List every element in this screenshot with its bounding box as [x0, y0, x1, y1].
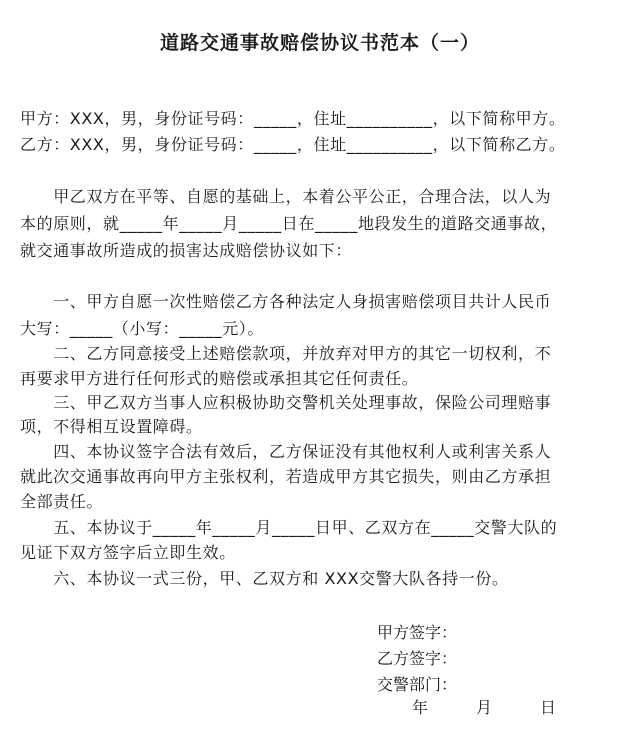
party-a-signature-label: 甲方签字：: [377, 623, 458, 642]
intro-line-1: 甲乙双方在平等、自愿的基础上，本着公平公正，合理合法，以人为: [20, 187, 552, 206]
clause-line-4: 再要求甲方进行任何形式的赔偿或承担其它任何责任。: [20, 369, 419, 388]
date-line: 年 月 日: [412, 698, 557, 717]
clause-line-6: 项，不得相互设置障碍。: [20, 417, 203, 436]
party-a-line: 甲方：XXX，男，身份证号码：_____，住址__________，以下简称甲方。: [20, 109, 566, 128]
police-signature-label: 交警部门：: [377, 675, 458, 694]
clause-line-10: 五、本协议于_____年_____月_____日甲、乙双方在_____交警大队的: [20, 518, 558, 537]
clause-line-2: 大写：_____（小写：_____元）。: [20, 319, 265, 338]
clause-line-11: 见证下双方签字后立即生效。: [20, 543, 236, 562]
clause-line-7: 四、本协议签字合法有效后，乙方保证没有其他权利人或利害关系人: [20, 442, 552, 461]
clause-line-8: 就此次交通事故再向甲方主张权利，若造成甲方其它损失，则由乙方承担: [20, 467, 552, 486]
party-b-signature-label: 乙方签字：: [377, 649, 458, 668]
party-b-line: 乙方：XXX，男，身份证号码：_____，住址__________，以下简称乙方。: [20, 135, 566, 154]
clause-line-3: 二、乙方同意接受上述赔偿款项，并放弃对甲方的其它一切权利，不: [20, 344, 552, 363]
document-title: 道路交通事故赔偿协议书范本（一）: [159, 32, 480, 54]
clause-line-12: 六、本协议一式三份，甲、乙双方和 XXX交警大队各持一份。: [20, 569, 509, 588]
clause-line-9: 全部责任。: [20, 492, 104, 511]
clause-line-5: 三、甲乙双方当事人应积极协助交警机关处理事故，保险公司理赔事: [20, 393, 552, 412]
intro-line-2: 本的原则，就_____年_____月_____日在_____地段发生的道路交通事故，: [20, 214, 558, 233]
intro-line-3: 就交通事故所造成的损害达成赔偿协议如下：: [20, 241, 353, 260]
clause-line-1: 一、甲方自愿一次性赔偿乙方各种法定人身损害赔偿项目共计人民币: [20, 292, 552, 311]
